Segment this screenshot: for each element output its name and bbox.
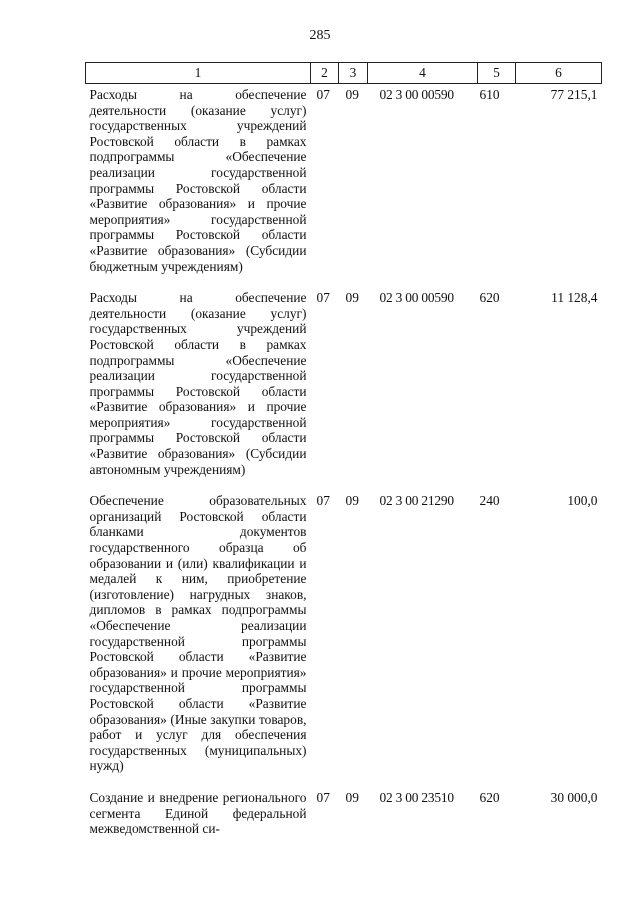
row-expense-type: 620	[479, 789, 500, 805]
table-header-row	[86, 63, 602, 84]
page-number: 285	[309, 28, 331, 43]
table-row	[86, 84, 602, 291]
row-section-code: 07	[316, 87, 330, 102]
budget-table	[85, 62, 602, 853]
row-section-code: 07	[316, 290, 330, 306]
row-section-code: 07	[316, 493, 330, 509]
header-cell: 4	[368, 63, 478, 84]
header-cell: 1	[86, 63, 311, 84]
row-target-article: 02 3 00 23510	[379, 789, 454, 805]
row-description: Расходы на обеспечение деятельности (оказание услуг) государственных учреждений Ростовской области в рамках подпрограммы «Обеспечение реализации государственной программы Ростовской области «Развитие образования» и прочие мероприятия» государственной программы Ростовской области «Развитие образования» (Субсидии автономным учреждениям)	[89, 290, 307, 477]
table-row	[86, 290, 602, 493]
header-cell: 6	[516, 63, 602, 84]
row-subsection-code: 09	[345, 789, 359, 805]
row-target-article: 02 3 00 00590	[379, 290, 454, 306]
row-expense-type: 610	[479, 87, 500, 102]
row-description: Расходы на обеспечение деятельности (оказание услуг) государственных учреждений Ростовской области в рамках подпрограммы «Обеспечение реализации государственной программы Ростовской области «Развитие образования» и прочие мероприятия» государственной программы Ростовской области «Развитие образования» (Субсидии бюджетным учреждениям)	[89, 87, 307, 274]
header-cell: 5	[478, 63, 516, 84]
row-subsection-code: 09	[345, 290, 359, 306]
table-row	[86, 790, 602, 853]
row-expense-type: 240	[479, 493, 500, 509]
row-amount: 30 000,0	[550, 789, 598, 805]
table-row	[86, 493, 602, 790]
header-cell: 3	[339, 63, 368, 84]
row-amount: 100,0	[567, 493, 598, 509]
row-amount: 11 128,4	[551, 290, 598, 306]
row-subsection-code: 09	[345, 493, 359, 509]
row-section-code: 07	[316, 789, 330, 805]
header-cell: 2	[311, 63, 339, 84]
row-expense-type: 620	[479, 290, 500, 306]
row-amount: 77 215,1	[550, 87, 598, 102]
row-description: Обеспечение образовательных организаций Ростовской области бланками документов государственного образца об образовании и (или) квалификации и медалей к ним, приобретение (изготовление) нагрудных знаков, дипломов в рамках подпрограммы «Обеспечение реализации государственной программы Ростовской области «Развитие образования» и прочие мероприятия» государственной программы Ростовской области «Развитие образования» (Иные закупки товаров, работ и услуг для обеспечения государственных (муниципальных) нужд)	[89, 493, 307, 774]
row-description: Создание и внедрение регионального сегмента Единой федеральной межведомственной си-	[89, 789, 307, 837]
row-subsection-code: 09	[345, 87, 359, 102]
row-target-article: 02 3 00 21290	[379, 493, 454, 509]
row-target-article: 02 3 00 00590	[379, 87, 454, 102]
